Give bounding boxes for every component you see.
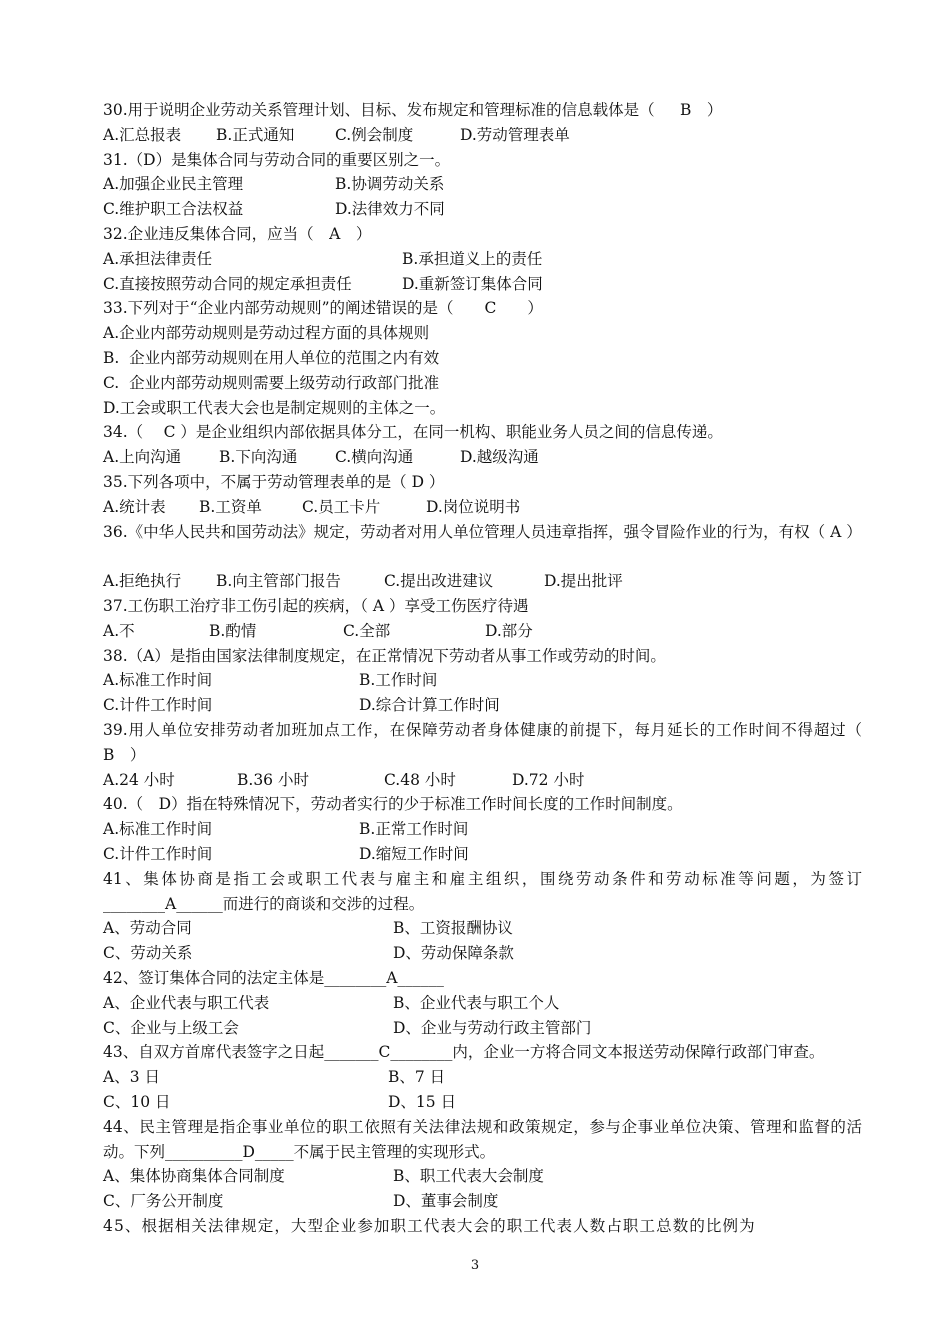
options-31-ab <box>103 172 862 197</box>
options-44-cd <box>103 1189 862 1214</box>
option-d: D.法律效力不同 <box>335 200 445 219</box>
option-b-33: B. 企业内部劳动规则在用人单位的范围之内有效 <box>103 349 440 367</box>
option-d-33: D.工会或职工代表大会也是制定规则的主体之一。 <box>103 398 446 417</box>
options-38-ab <box>103 668 862 693</box>
option-b: B、企业代表与职工个人 <box>393 993 560 1012</box>
option-c: C、10 日 <box>103 1093 171 1111</box>
question-39: 39.用人单位安排劳动者加班加点工作，在保障劳动者身体健康的前提下，每月延长的工作时间不得超过（ B ） <box>103 721 878 764</box>
option-a: A.24 小时 <box>103 770 175 789</box>
option-a: A.加强企业民主管理 <box>103 175 244 194</box>
option-c: C.全部 <box>343 621 391 640</box>
option-d: D.提出批评 <box>544 572 623 591</box>
options-35 <box>103 495 862 520</box>
option-c: C.维护职工合法权益 <box>103 200 244 219</box>
options-34 <box>103 445 862 470</box>
option-b: B.36 小时 <box>237 770 309 789</box>
options-44-ab <box>103 1164 862 1189</box>
option-d: D、15 日 <box>388 1093 457 1111</box>
question-44: 44、民主管理是指企事业单位的职工依照有关法律法规和政策规定，参与企事业单位决策、管理和监督的活动。下列__________D_____不属于民主管理的实现形式。 <box>103 1117 862 1161</box>
option-c: C、厂务公开制度 <box>103 1192 224 1211</box>
options-43-ab <box>103 1065 862 1090</box>
question-32: 32.企业违反集体合同，应当（ A ） <box>103 225 372 243</box>
option-d: D.部分 <box>485 621 533 640</box>
question-40: 40.（ D）指在特殊情况下，劳动者实行的少于标准工作时间长度的工作时间制度。 <box>103 795 683 814</box>
option-b: B、7 日 <box>388 1068 446 1087</box>
option-b: B、职工代表大会制度 <box>393 1167 544 1186</box>
options-32-ab <box>103 247 862 272</box>
option-b: B.下向沟通 <box>219 448 298 467</box>
options-43-cd <box>103 1090 862 1115</box>
options-31-cd <box>103 197 862 222</box>
option-a: A.汇总报表 <box>103 125 182 144</box>
question-33: 33.下列对于“企业内部劳动规则”的阐述错误的是（ C ） <box>103 299 543 318</box>
option-a: A、劳动合同 <box>103 919 192 938</box>
option-d: D.岗位说明书 <box>426 497 521 516</box>
option-c: C.横向沟通 <box>335 448 414 467</box>
option-d: D.72 小时 <box>512 770 585 789</box>
option-a: A.拒绝执行 <box>103 572 182 591</box>
option-a: A.不 <box>103 621 135 640</box>
option-a: A、集体协商集体合同制度 <box>103 1167 285 1186</box>
option-d: D.劳动管理表单 <box>460 125 570 144</box>
option-a: A、企业代表与职工代表 <box>103 993 270 1012</box>
option-d: D、企业与劳动行政主管部门 <box>393 1018 592 1037</box>
option-b: B.工资单 <box>199 497 262 516</box>
options-38-cd <box>103 693 862 718</box>
options-41-cd <box>103 941 862 966</box>
option-b: B.向主管部门报告 <box>216 572 341 591</box>
question-30: 30.用于说明企业劳动关系管理计划、目标、发布规定和管理标准的信息载体是（ B ） <box>103 101 723 119</box>
option-a: A、3 日 <box>103 1068 160 1087</box>
question-37: 37.工伤职工治疗非工伤引起的疾病，（ A ）享受工伤医疗待遇 <box>103 597 529 615</box>
question-35: 35.下列各项中，不属于劳动管理表单的是（ D ） <box>103 473 445 491</box>
option-b: B.酌情 <box>209 621 257 640</box>
question-43: 43、自双方首席代表签字之日起_______C________内，企业一方将合同文本报送劳动保障行政部门审查。 <box>103 1043 825 1062</box>
question-36: 36.《中华人民共和国劳动法》规定，劳动者对用人单位管理人员违章指挥，强令冒险作业的行为，有权（ A ） <box>103 522 862 541</box>
question-45: 45、根据相关法律规定，大型企业参加职工代表大会的职工代表人数占职工总数的比例为 <box>103 1217 756 1235</box>
option-a: A.标准工作时间 <box>103 671 213 690</box>
option-b: B.协调劳动关系 <box>335 175 445 194</box>
option-d: D、劳动保障条款 <box>393 944 514 963</box>
option-b: B.正式通知 <box>216 125 295 144</box>
option-b: B.正常工作时间 <box>359 820 469 839</box>
question-42: 42、签订集体合同的法定主体是________A______ <box>103 969 444 987</box>
option-a: A.统计表 <box>103 497 166 516</box>
option-c: C.计件工作时间 <box>103 845 213 863</box>
option-c: C.员工卡片 <box>302 497 381 516</box>
options-42-cd <box>103 1016 862 1041</box>
options-40-ab <box>103 817 862 842</box>
option-c: C、企业与上级工会 <box>103 1018 239 1037</box>
option-d: D.综合计算工作时间 <box>359 696 500 715</box>
options-42-ab <box>103 991 862 1016</box>
option-b: B、工资报酬协议 <box>393 919 513 938</box>
option-b: B.承担道义上的责任 <box>402 249 543 268</box>
options-30 <box>103 123 862 148</box>
option-c: C、劳动关系 <box>103 944 193 963</box>
question-38: 38.（A）是指由国家法律制度规定，在正常情况下劳动者从事工作或劳动的时间。 <box>103 646 666 665</box>
option-a: A.标准工作时间 <box>103 820 213 839</box>
options-37 <box>103 619 862 644</box>
option-a: A.承担法律责任 <box>103 249 213 268</box>
page-number: 3 <box>470 1258 480 1273</box>
options-41-ab <box>103 916 862 941</box>
option-d: D.重新签订集体合同 <box>402 274 543 293</box>
option-c: C.计件工作时间 <box>103 696 213 715</box>
option-b: B.工作时间 <box>359 671 438 690</box>
question-41: 41、集体协商是指工会或职工代表与雇主和雇主组织，围绕劳动条件和劳动标准等问题，为签订________A______而进行的商谈和交涉的过程。 <box>103 869 862 913</box>
options-36 <box>103 569 862 594</box>
question-34: 34.（ C ）是企业组织内部依据具体分工，在同一机构、职能业务人员之间的信息传递。 <box>103 423 723 442</box>
option-c-33: C. 企业内部劳动规则需要上级劳动行政部门批准 <box>103 373 440 392</box>
option-c: C.例会制度 <box>335 125 414 144</box>
options-40-cd <box>103 842 862 867</box>
option-a-33: A.企业内部劳动规则是劳动过程方面的具体规则 <box>103 324 430 343</box>
option-a: A.上向沟通 <box>103 448 182 467</box>
option-d: D、董事会制度 <box>393 1192 499 1211</box>
option-d: D.越级沟通 <box>460 448 539 467</box>
question-31: 31.（D）是集体合同与劳动合同的重要区别之一。 <box>103 150 451 169</box>
options-39 <box>103 768 862 793</box>
option-d: D.缩短工作时间 <box>359 845 469 863</box>
option-c: C.提出改进建议 <box>384 572 494 591</box>
option-c: C.48 小时 <box>384 770 456 789</box>
option-c: C.直接按照劳动合同的规定承担责任 <box>103 274 352 293</box>
options-32-cd <box>103 272 862 297</box>
